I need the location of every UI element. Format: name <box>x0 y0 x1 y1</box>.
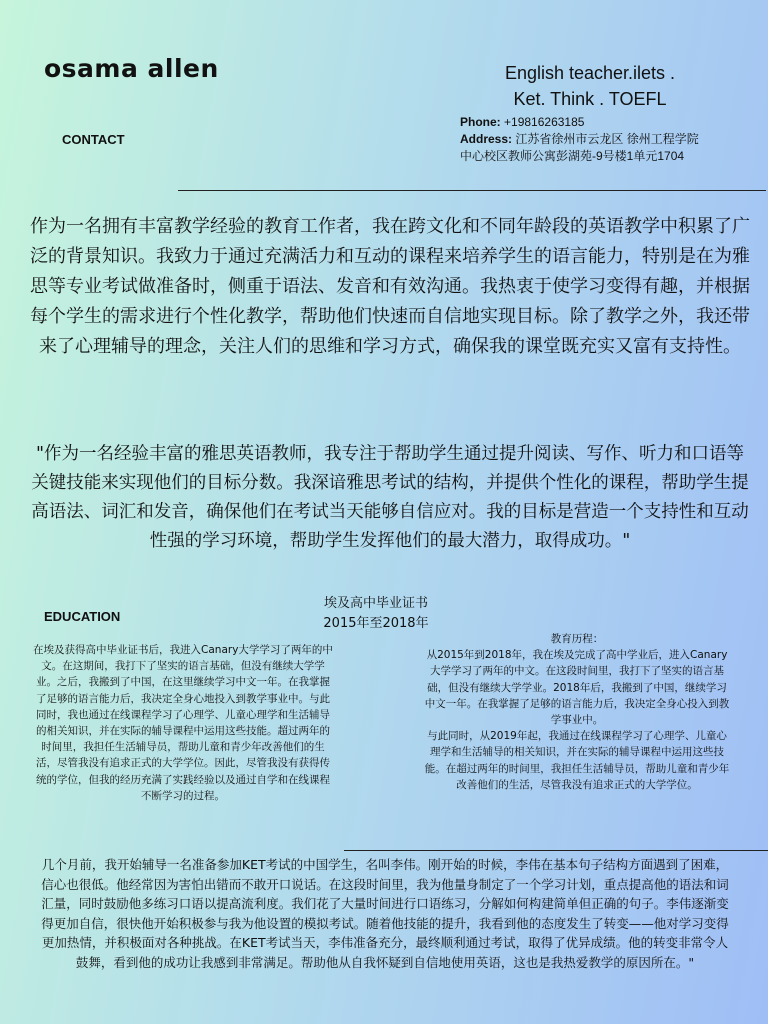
contact-section-label: CONTACT <box>62 132 125 147</box>
contact-info <box>460 114 750 165</box>
address-row <box>460 131 750 148</box>
education-history-text-1: 从2015年到2018年，我在埃及完成了高中学业后，进入Canary大学学习了两年的中文。在这段时间里，我打下了坚实的语言基础，但没有继续大学学业。2018年后，我搬到了中国，继续学习中文一年。在我掌握了足够的语言能力后，我决定全身心投入到教学事业中。 <box>424 649 730 727</box>
address-line-1: 江苏省徐州市云龙区 徐州工程学院 <box>515 132 699 146</box>
job-title-line-1: English teacher.ilets . <box>504 63 676 83</box>
phone-value: +19816263185 <box>504 115 585 129</box>
education-heading <box>260 594 492 634</box>
address-label: Address: <box>460 132 513 146</box>
education-history-heading: 教育历程： <box>550 633 604 645</box>
summary-paragraph-1: 作为一名拥有丰富教学经验的教育工作者，我在跨文化和不同年龄段的英语教学中积累了广泛的背景知识。我致力于通过充满活力和互动的课程来培养学生的语言能力，特别是在为雅思等专业考试做准备时，侧重于语法、发音和有效沟通。我热衷于使学习变得有趣，并根据每个学生的需求进行个性化教学，帮助他们快速而自信地实现目标。除了教学之外，我还带来了心理辅导的理念，关注人们的思维和学习方式，确保我的课堂既充实又富有支持性。 <box>30 216 750 357</box>
education-section-label: EDUCATION <box>44 609 121 624</box>
job-title-line-2: Ket. Think . TOEFL <box>513 89 667 109</box>
phone-row <box>460 114 750 131</box>
address-line-2: 中心校区教师公寓彭湖苑-9号楼1单元1704 <box>460 149 685 163</box>
education-history-text-2: 与此同时，从2019年起，我通过在线课程学习了心理学、儿童心理学和生活辅导的相关知识，并在实际的辅导课程中运用这些技能。在超过两年的时间里，我担任生活辅导员，帮助儿童和青少年改善他们的生活，尽管我没有追求正式的大学学位。 <box>424 730 730 791</box>
phone-label: Phone: <box>460 115 501 129</box>
education-history <box>424 631 730 793</box>
job-title <box>440 60 740 112</box>
education-period: 2015年至2018年 <box>323 616 429 631</box>
resume-name: osama allen <box>44 54 219 83</box>
education-description: 在埃及获得高中毕业证书后，我进入Canary大学学习了两年的中文。在这期间，我打下了坚实的语言基础，但没有继续大学学业。之后，我搬到了中国，在这里继续学习中文一年。在我掌握了足够的语言能力后，我决定全身心地投入到教学事业中。与此同时，我也通过在线课程学习了心理学、儿童心理学和生活辅导的相关知识，并在实际的辅导课程中运用这些技能。超过两年的时间里，我担任生活辅导员，帮助儿童和青少年改善他们的生活，尽管我没有追求正式的大学学位。因此，尽管我没有获得传统的学位，但我的经历充满了实践经验以及通过自学和在线课程不断学习的过程。 <box>33 644 333 802</box>
divider-top <box>178 190 766 191</box>
summary-paragraph-2: "作为一名经验丰富的雅思英语教师，我专注于帮助学生通过提升阅读、写作、听力和口语等关键技能来实现他们的目标分数。我深谙雅思考试的结构，并提供个性化的课程，帮助学生提高语法、词汇和发音，确保他们在考试当天能够自信应对。我的目标是营造一个支持性和互动性强的学习环境，帮助学生发挥他们的最大潜力，取得成功。" <box>31 444 749 551</box>
teaching-story: 几个月前，我开始辅导一名准备参加KET考试的中国学生，名叫李伟。刚开始的时候，李伟在基本句子结构方面遇到了困难，信心也很低。他经常因为害怕出错而不敢开口说话。在这段时间里，我为他量身制定了一个学习计划，重点提高他的语法和词汇量，同时鼓励他多练习口语以提高流利度。我们花了大量时间进行口语练习，分解如何构建简单但正确的句子。李伟逐渐变得更加自信，很快他开始积极参与我为他设置的模拟考试。随着他技能的提升，我看到他的态度发生了转变——他对学习变得更加热情，并积极面对各种挑战。在KET考试当天，李伟准备充分，最终顺利通过考试，取得了优异成绩。他的转变非常令人鼓舞，看到他的成功让我感到非常满足。帮助他从自我怀疑到自信地使用英语，这也是我热爱教学的原因所在。" <box>41 857 729 970</box>
divider-bottom <box>344 850 768 851</box>
certificate-name: 埃及高中毕业证书 <box>323 596 428 611</box>
